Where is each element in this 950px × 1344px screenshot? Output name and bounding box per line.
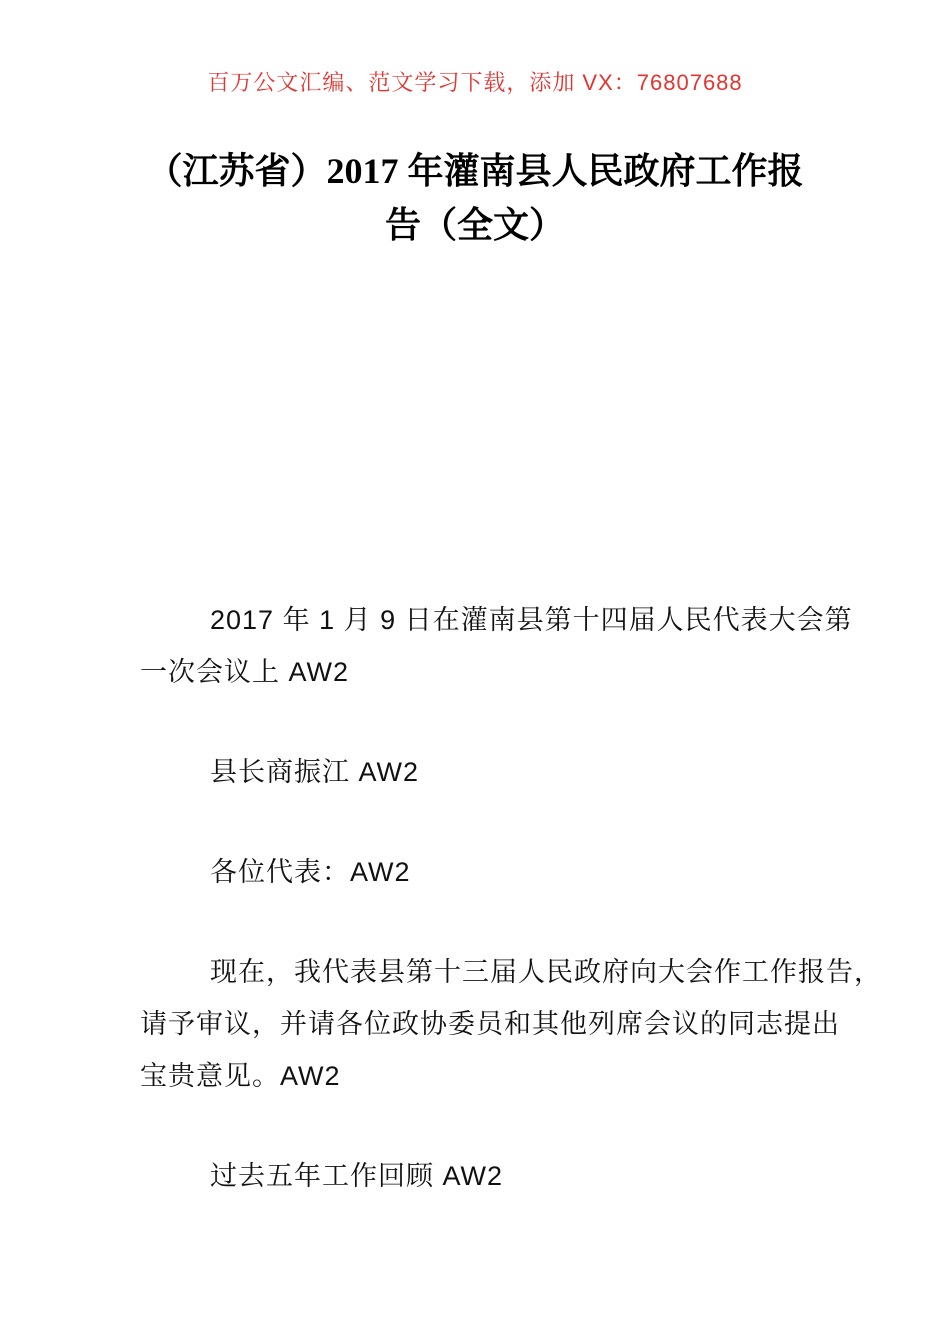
paragraph-line: 各位代表：AW2 [210, 857, 411, 887]
paragraph-line: 2017 年 1 月 9 日在灌南县第十四届人民代表大会第 [210, 605, 853, 635]
paragraph [140, 594, 852, 698]
paragraph [140, 1150, 852, 1202]
header-notice: 百万公文汇编、范文学习下载，添加 VX：76807688 [207, 70, 743, 95]
paragraph-line: 现在，我代表县第十三届人民政府向大会作工作报告， [210, 957, 882, 987]
document-title-line-1: （江苏省）2017 年灌南县人民政府工作报 [146, 151, 804, 191]
document-title [0, 144, 950, 252]
paragraph-line: 过去五年工作回顾 AW2 [210, 1161, 504, 1191]
paragraph-line: 县长商振江 AW2 [210, 757, 420, 787]
document-body [140, 594, 882, 1250]
paragraph [140, 846, 852, 898]
paragraph [140, 746, 852, 798]
paragraph-line: 一次会议上 AW2 [140, 657, 350, 687]
paragraph-line: 请予审议，并请各位政协委员和其他列席会议的同志提出 [140, 1009, 840, 1039]
document-title-line-2: 告（全文） [384, 205, 565, 245]
paragraph [140, 946, 882, 1102]
paragraph-line: 宝贵意见。AW2 [140, 1061, 341, 1091]
